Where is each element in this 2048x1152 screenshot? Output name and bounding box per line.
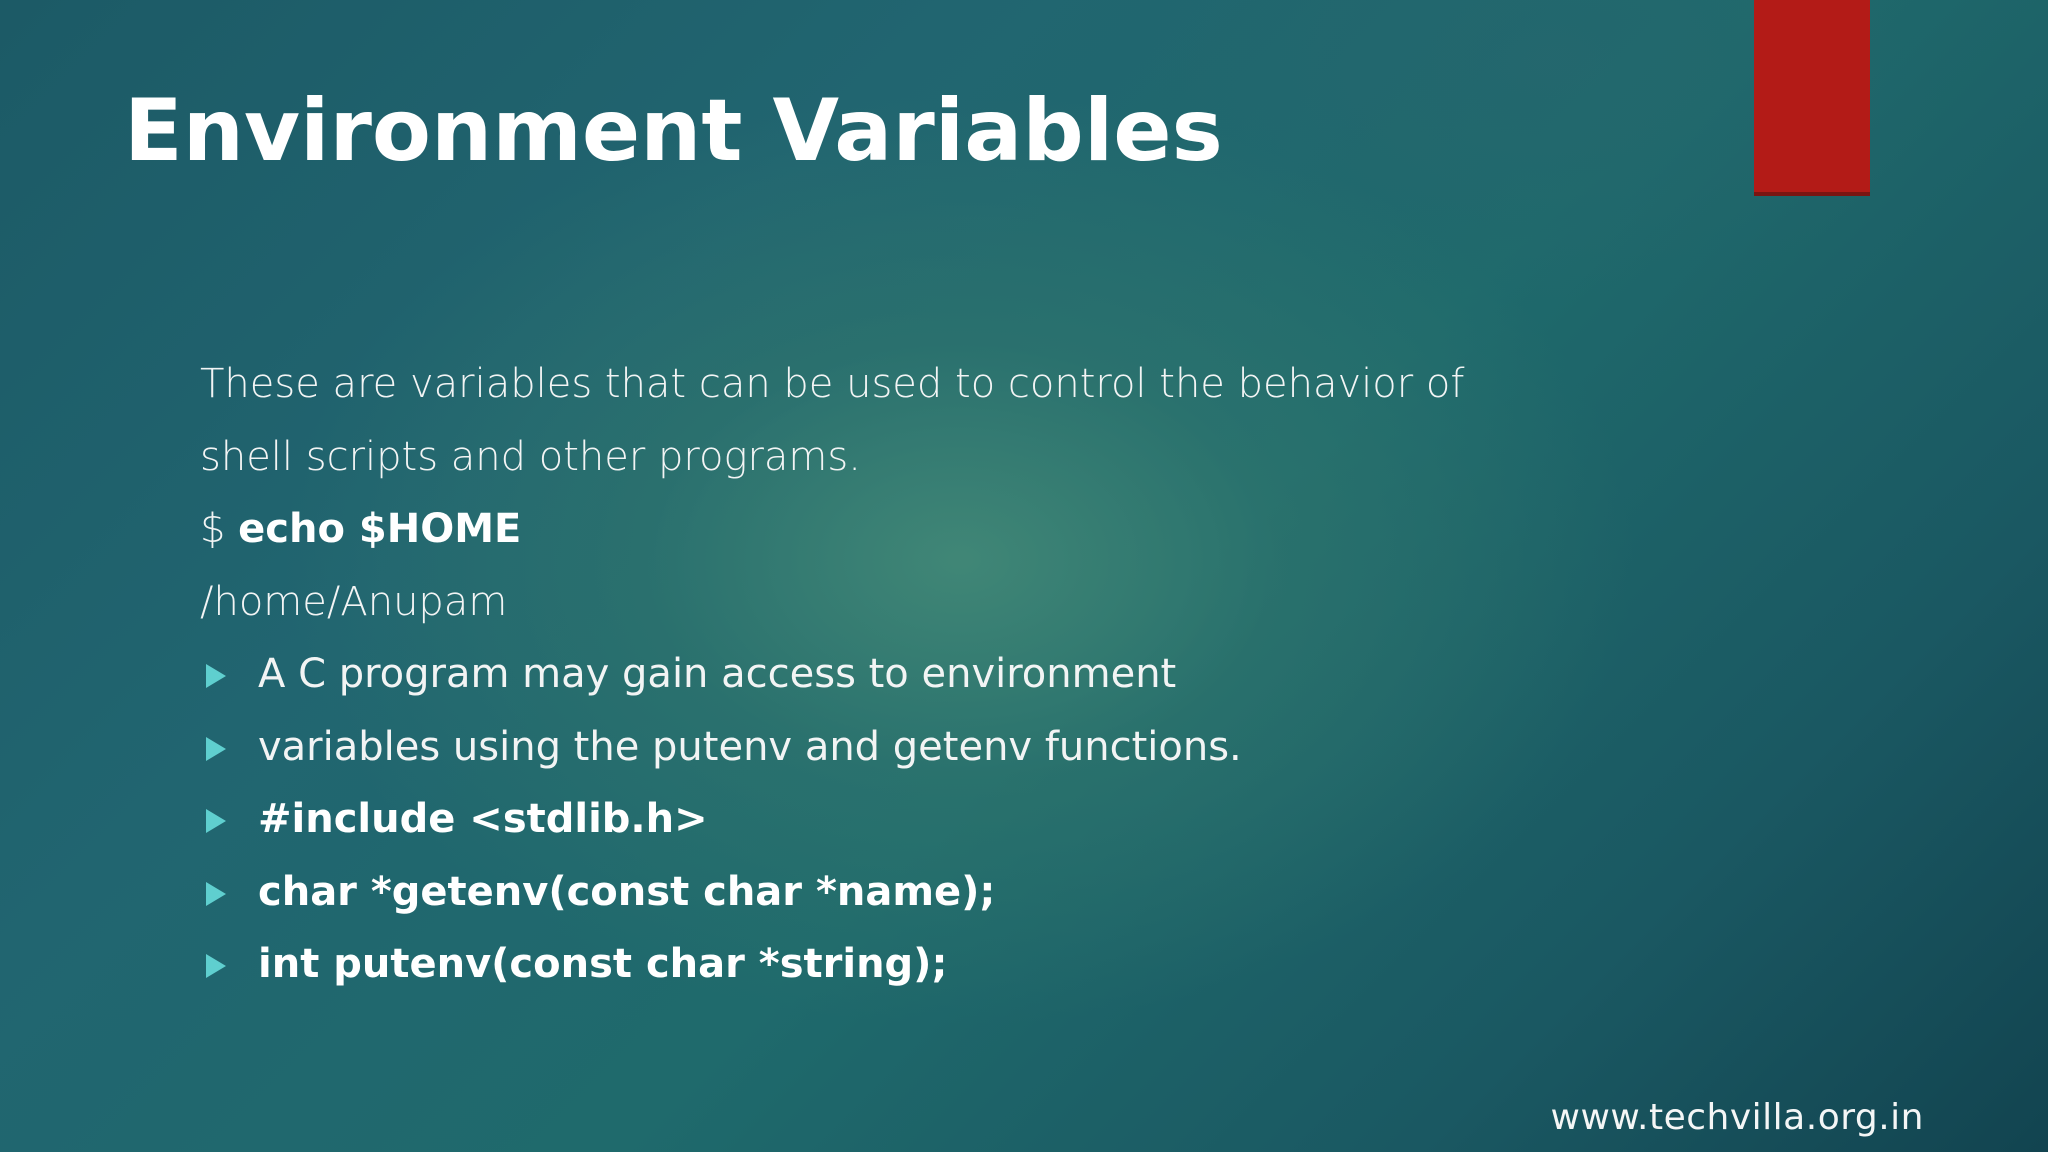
bullet-list (200, 638, 1600, 1001)
bullet-code-bold: int putenv(const char *string); (258, 941, 948, 987)
bullet-item (200, 711, 1600, 784)
paragraph-line-1: These are variables that can be used to control the behavior of (200, 361, 1465, 407)
bullet-item (200, 638, 1600, 711)
bullet-item (200, 783, 1600, 856)
paragraph-line-2: shell scripts and other programs. (200, 433, 861, 480)
command-output: /home/Anupam (200, 578, 508, 625)
command-prompt: $ (200, 506, 226, 552)
slide-body (200, 348, 1600, 1001)
accent-red-tab (1754, 0, 1870, 192)
command-line (200, 493, 1600, 566)
triangle-right-icon (206, 809, 226, 833)
bullet-code-bold: char *getenv(const char *name); (258, 868, 996, 915)
bullet-code-rest: <stdlib.h> (455, 796, 708, 842)
bullet-text: variables using the putenv and getenv functions. (258, 723, 1242, 770)
footer-url: www.techvilla.org.in (1550, 1097, 1924, 1138)
triangle-right-icon (206, 882, 226, 906)
command-text: echo $HOME (238, 506, 522, 552)
slide-title: Environment Variables (124, 81, 1223, 181)
bullet-item (200, 856, 1600, 929)
bullet-code-bold: #include (258, 796, 456, 842)
bullet-item (200, 928, 1600, 1001)
triangle-right-icon (206, 954, 226, 978)
triangle-right-icon (206, 664, 226, 688)
triangle-right-icon (206, 737, 226, 761)
bullet-text: A C program may gain access to environment (258, 651, 1177, 697)
